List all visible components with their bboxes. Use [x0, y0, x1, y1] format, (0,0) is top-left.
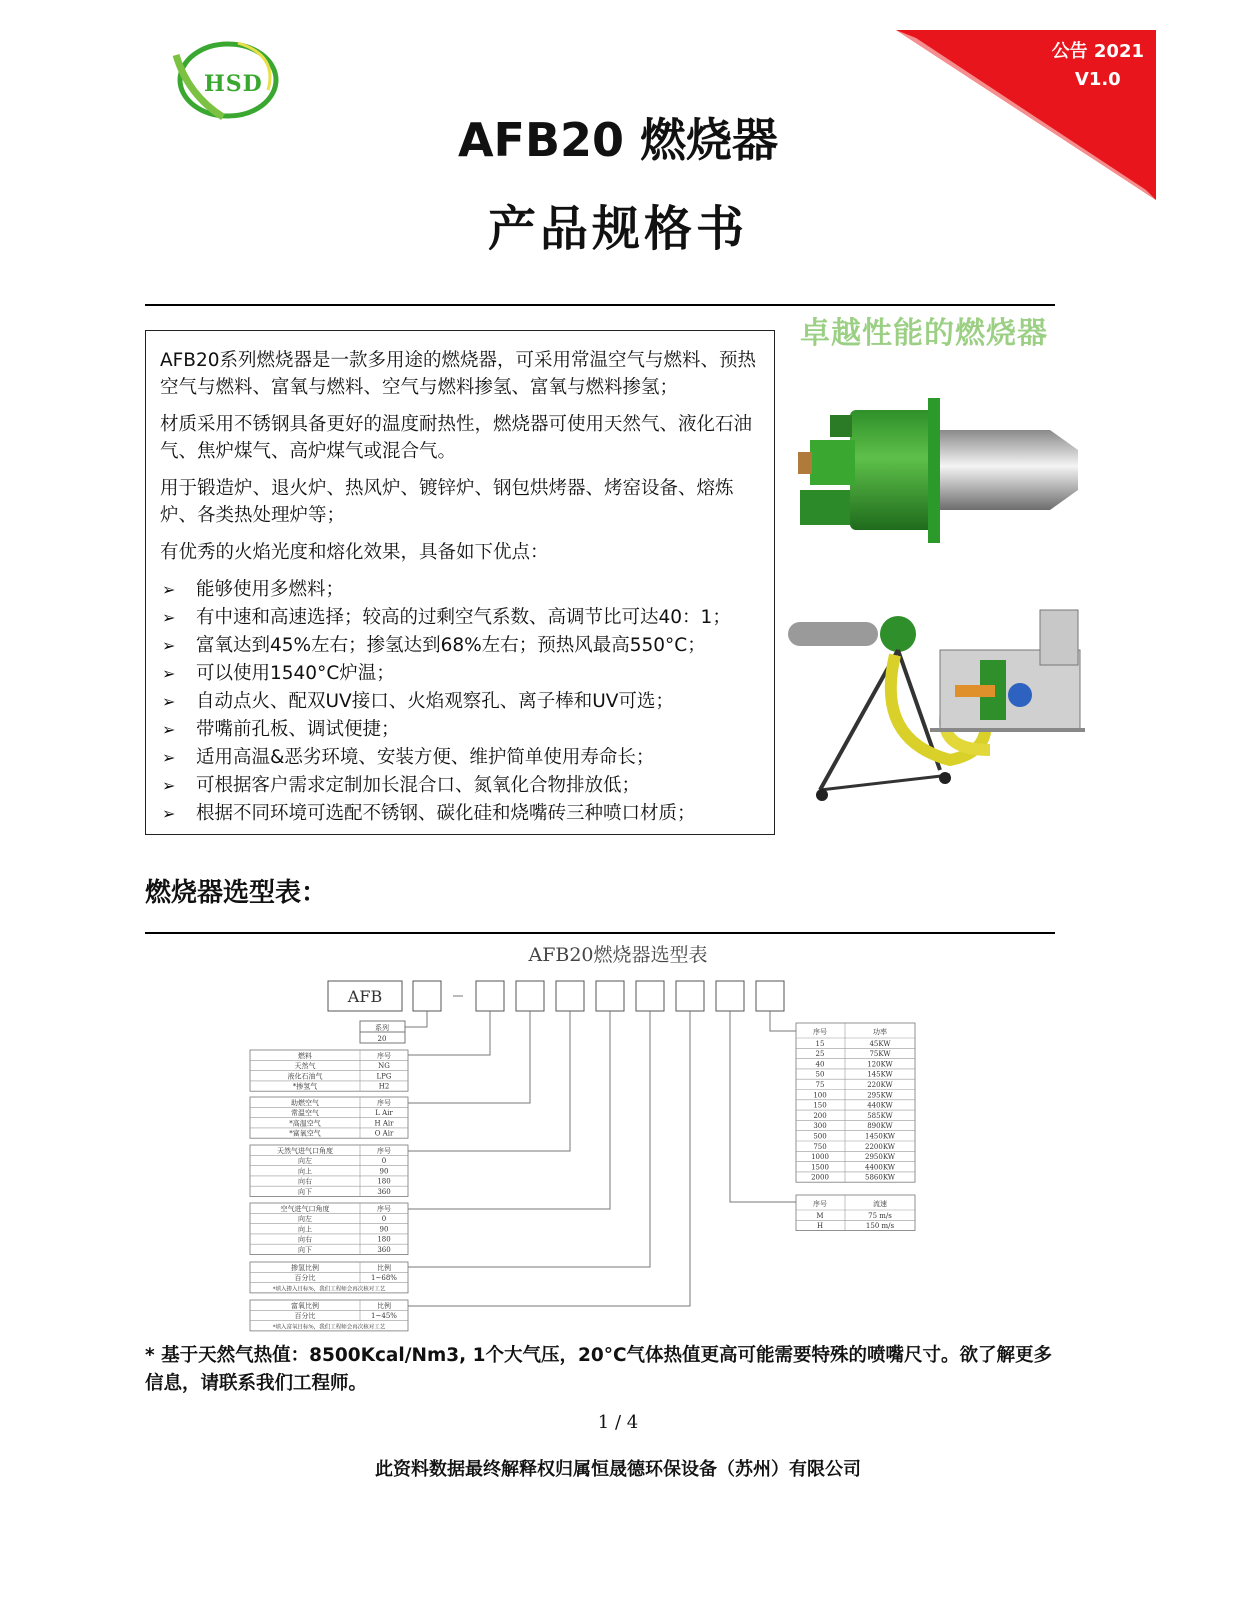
- air-angle-title: 空气进气口角度: [280, 1204, 330, 1213]
- o2-ratio-title: 富氧比例: [291, 1301, 319, 1310]
- code-box-h2: [636, 981, 664, 1011]
- feature-item: ➢ 可以使用1540°C炉温；: [160, 660, 760, 687]
- air-title: 助燃空气: [291, 1098, 319, 1107]
- fuel-option-code: LPG: [376, 1072, 392, 1081]
- velocity-header-value: 流速: [873, 1200, 887, 1208]
- power-option-value: 5860KW: [865, 1173, 895, 1182]
- arrow-bullet-icon: ➢: [162, 776, 176, 795]
- fuel-title: 燃料: [298, 1051, 312, 1060]
- arrow-bullet-icon: ➢: [162, 580, 176, 599]
- velocity-option-value: 150 m/s: [865, 1222, 895, 1231]
- power-option-code: 200: [813, 1111, 827, 1120]
- gas-angle-option-code: 0: [381, 1157, 387, 1166]
- fuel-code-header: 序号: [377, 1051, 391, 1060]
- o2-ratio-value: 1~45%: [371, 1312, 397, 1321]
- air-angle-option-code: 0: [381, 1215, 387, 1224]
- gas-angle-option-code: 360: [377, 1188, 391, 1196]
- power-option-value: 1450KW: [865, 1132, 895, 1141]
- company-disclaimer: 此资料数据最终解释权归属恒晟德环保设备（苏州）有限公司: [375, 1459, 861, 1480]
- burner-skid-image: [780, 600, 1100, 815]
- velocity-option-code: H: [816, 1222, 824, 1231]
- h2-ratio-title: 掺氢比例: [291, 1263, 319, 1272]
- power-option-code: 750: [813, 1142, 827, 1151]
- version-label: V1.0: [1074, 69, 1121, 90]
- gas-angle-title: 天然气进气口角度: [277, 1146, 333, 1155]
- power-option-code: 50: [815, 1070, 825, 1079]
- code-box-series: [413, 981, 441, 1011]
- arrow-bullet-icon: ➢: [162, 692, 176, 711]
- notice-year: 公告 2021: [1051, 41, 1144, 62]
- notice-version: [1052, 38, 1144, 94]
- intro-paragraph: 用于锻造炉、退火炉、热风炉、镀锌炉、钢包烘烤器、烤窑设备、熔炼炉、各类热处理炉等；: [160, 478, 734, 526]
- power-option-value: 295KW: [867, 1091, 893, 1100]
- page-number: 1 / 4: [597, 1412, 639, 1433]
- tagline: 卓越性能的燃烧器: [800, 316, 1048, 351]
- selection-chart-title: AFB20燃烧器选型表: [528, 944, 708, 966]
- o2-ratio-note: *填入富氧目标%，我们工程师会再次核对工艺: [272, 1324, 386, 1331]
- divider-section: [145, 932, 1055, 934]
- code-box-air-angle: [596, 981, 624, 1011]
- o2-ratio-code-header: 比例: [377, 1301, 391, 1310]
- power-option-code: 2000: [811, 1173, 829, 1182]
- power-option-code: 25: [815, 1050, 825, 1059]
- series-header: 系列: [375, 1024, 389, 1032]
- feature-list: [160, 576, 760, 827]
- gas-angle-option-code: 90: [379, 1167, 389, 1176]
- h2-ratio-label: 百分比: [294, 1274, 316, 1283]
- power-option-value: 120KW: [867, 1060, 893, 1069]
- power-option-code: 75: [815, 1081, 825, 1089]
- power-option-value: 220KW: [867, 1081, 893, 1089]
- power-option-value: 2950KW: [865, 1153, 895, 1162]
- air-angle-option-label: 向右: [298, 1235, 312, 1244]
- feature-item: ➢ 根据不同环境可选配不锈钢、碳化硅和烧嘴砖三种喷口材质；: [160, 800, 760, 827]
- power-option-code: 40: [815, 1060, 825, 1069]
- code-box-o2: [676, 981, 704, 1011]
- feature-item: ➢ 能够使用多燃料；: [160, 576, 760, 603]
- power-option-code: 500: [813, 1132, 827, 1141]
- power-option-value: 440KW: [867, 1101, 893, 1110]
- air-code-header: 序号: [377, 1098, 391, 1107]
- gas-angle-option-label: 向上: [298, 1167, 312, 1176]
- feature-item: ➢ 有中速和高速选择；较高的过剩空气系数、高调节比可达40：1；: [160, 604, 760, 631]
- feature-item: ➢ 带嘴前孔板、调试便捷；: [160, 716, 760, 743]
- fuel-option-label: 液化石油气: [287, 1072, 323, 1081]
- air-angle-option-label: 向下: [298, 1246, 312, 1254]
- power-option-code: 100: [813, 1091, 827, 1100]
- air-option-code: L Air: [375, 1109, 393, 1118]
- air-angle-option-label: 向上: [298, 1225, 312, 1234]
- intro-box: [145, 330, 775, 835]
- gas-angle-option-label: 向右: [298, 1177, 312, 1186]
- power-option-code: 15: [815, 1039, 825, 1048]
- fuel-option-label: 天然气: [294, 1062, 316, 1071]
- h2-ratio-code-header: 比例: [377, 1263, 391, 1272]
- air-angle-option-code: 180: [377, 1235, 391, 1244]
- air-option-code: O Air: [374, 1129, 394, 1138]
- velocity-option-code: M: [816, 1211, 824, 1220]
- product-title: AFB20 燃烧器: [457, 113, 779, 167]
- section-title: 燃烧器选型表：: [145, 878, 328, 908]
- arrow-bullet-icon: ➢: [162, 720, 176, 739]
- gas-angle-code-header: 序号: [377, 1146, 391, 1155]
- power-option-value: 4400KW: [865, 1163, 895, 1172]
- code-box-fuel: [476, 981, 504, 1011]
- power-header-code: 序号: [813, 1028, 827, 1036]
- air-angle-option-code: 90: [379, 1225, 389, 1234]
- power-option-value: 75KW: [869, 1050, 891, 1059]
- air-option-label: *高温空气: [289, 1119, 321, 1128]
- air-option-label: 常温空气: [291, 1109, 319, 1118]
- feature-item: ➢ 自动点火、配双UV接口、火焰观察孔、离子棒和UV可选；: [160, 688, 760, 715]
- arrow-bullet-icon: ➢: [162, 608, 176, 627]
- o2-ratio-label: 百分比: [294, 1312, 316, 1321]
- velocity-header-code: 序号: [813, 1200, 827, 1208]
- arrow-bullet-icon: ➢: [162, 804, 176, 823]
- power-option-value: 890KW: [867, 1122, 893, 1131]
- code-box-velocity: [756, 981, 784, 1011]
- feature-item: ➢ 富氧达到45%左右；掺氢达到68%左右；预热风最高550°C；: [160, 632, 760, 659]
- selection-diagram: [245, 975, 925, 1340]
- document-title: 产品规格书: [487, 201, 748, 257]
- h2-ratio-note: *填入掺入目标%，我们工程师会再次核对工艺: [272, 1286, 386, 1293]
- h2-ratio-value: 1~68%: [371, 1274, 397, 1283]
- divider-top: [145, 304, 1055, 306]
- logo-text: HSD: [204, 71, 263, 97]
- feature-item: ➢ 适用高温&恶劣环境、安装方便、维护简单使用寿命长；: [160, 744, 760, 771]
- power-option-value: 45KW: [869, 1039, 891, 1048]
- arrow-bullet-icon: ➢: [162, 748, 176, 767]
- fuel-option-code: H2: [378, 1082, 390, 1091]
- power-option-code: 300: [813, 1122, 827, 1131]
- power-option-value: 585KW: [867, 1111, 893, 1120]
- air-angle-code-header: 序号: [377, 1204, 391, 1213]
- power-option-value: 2200KW: [865, 1142, 895, 1151]
- power-option-code: 150: [813, 1101, 827, 1110]
- code-box-air: [516, 981, 544, 1011]
- arrow-bullet-icon: ➢: [162, 636, 176, 655]
- gas-angle-option-label: 向左: [298, 1157, 312, 1166]
- arrow-bullet-icon: ➢: [162, 664, 176, 683]
- power-option-code: 1500: [811, 1163, 829, 1172]
- gas-angle-option-code: 180: [377, 1177, 391, 1186]
- series-value: 20: [377, 1035, 387, 1043]
- power-header-value: 功率: [873, 1028, 887, 1036]
- fuel-option-label: *掺氢气: [292, 1082, 318, 1091]
- code-box-power: [716, 981, 744, 1011]
- air-option-label: *富氧空气: [289, 1129, 321, 1138]
- velocity-option-value: 75 m/s: [868, 1211, 892, 1220]
- air-option-code: H Air: [374, 1119, 394, 1128]
- air-angle-option-label: 向左: [298, 1215, 312, 1224]
- gas-angle-option-label: 向下: [298, 1188, 312, 1196]
- feature-item: ➢ 可根据客户需求定制加长混合口、氮氧化合物排放低；: [160, 772, 760, 799]
- intro-paragraph: 有优秀的火焰光度和熔化效果，具备如下优点：: [160, 542, 549, 563]
- air-angle-option-code: 360: [377, 1246, 391, 1254]
- intro-paragraph: 材质采用不锈钢具备更好的温度耐热性，燃烧器可使用天然气、液化石油气、焦炉煤气、高炉煤气或混合气。: [160, 414, 753, 462]
- footnote: * 基于天然气热值：8500Kcal/Nm3, 1个大气压，20°C气体热值更高可能需要特殊的喷嘴尺寸。欲了解更多信息，请联系我们工程师。: [145, 1345, 1053, 1394]
- prefix-text: AFB: [347, 987, 383, 1006]
- intro-paragraph: AFB20系列燃烧器是一款多用途的燃烧器，可采用常温空气与燃料、预热空气与燃料、富氧与燃料、空气与燃料掺氢、富氧与燃料掺氢；: [160, 350, 757, 398]
- power-option-code: 1000: [811, 1153, 829, 1162]
- code-box-gas-angle: [556, 981, 584, 1011]
- fuel-option-code: NG: [378, 1062, 390, 1071]
- burner-product-image: [790, 390, 1090, 550]
- power-option-value: 145KW: [867, 1070, 893, 1079]
